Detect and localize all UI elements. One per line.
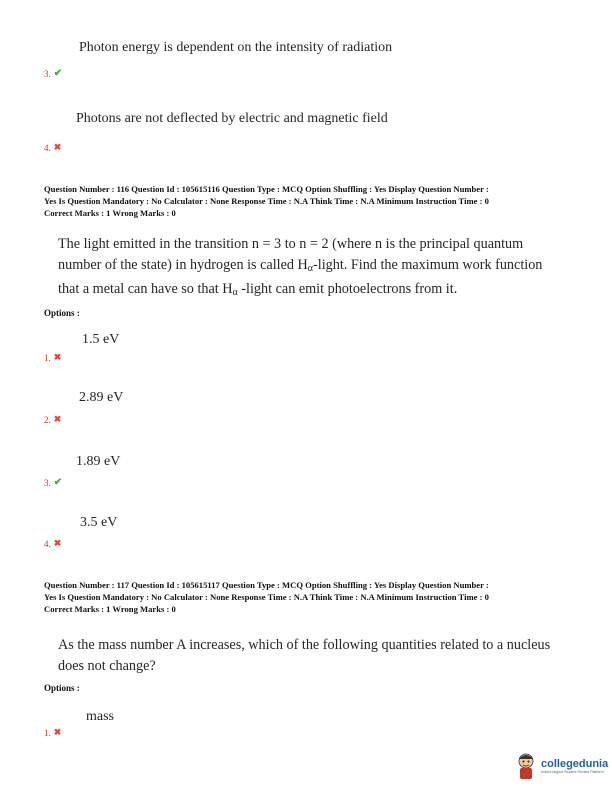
option-text: Photon energy is dependent on the intensity of radiation (79, 40, 393, 55)
option-text: mass (86, 709, 114, 724)
option-number (44, 727, 61, 738)
meta-line: Correct Marks : 1 Wrong Marks : 0 (44, 208, 176, 218)
question-text: As the mass number A increases, which of the following quantities related to a nucleus does not change? (58, 637, 551, 674)
meta-line: Question Number : 117 Question Id : 105615117 Question Type : MCQ Option Shuffling : Yes Display Question Number : (44, 580, 489, 590)
option-number (44, 68, 62, 79)
options-label: Options : (44, 308, 80, 318)
cross-icon: ✖ (53, 538, 62, 548)
question-text-part: -light. Find the maximum work function that a metal can have so that H (58, 257, 543, 297)
option-number (44, 477, 62, 488)
option-number-label: 3. (44, 68, 51, 79)
option-text: 2.89 eV (79, 390, 124, 405)
option-number-label: 4. (44, 142, 51, 153)
meta-line: Yes Is Question Mandatory : No Calculator : None Response Time : N.A Think Time : N.A Minimum Instruction Time : 0 (44, 196, 489, 206)
check-icon: ✔ (53, 68, 63, 79)
question-text-part: -light can emit photoelectrons from it. (237, 281, 458, 297)
option-text: 3.5 eV (80, 515, 118, 530)
question-meta (44, 183, 574, 219)
option-text: 1.5 eV (82, 332, 120, 347)
option-number (44, 352, 61, 363)
logo-name: collegedunia (541, 757, 609, 770)
meta-line: Yes Is Question Mandatory : No Calculator : None Response Time : N.A Think Time : N.A Minimum Instruction Time : 0 (44, 592, 489, 602)
question-text (58, 234, 558, 303)
logo-tagline: India's largest Student Review Platform (541, 769, 604, 774)
option-number (44, 414, 61, 425)
question-text-part: The light emitted in the transition n = 3 to n = 2 (where n is the principal quantum number of the state) in hydrogen is called H (58, 236, 524, 273)
meta-line: Correct Marks : 1 Wrong Marks : 0 (44, 604, 176, 614)
cross-icon: ✖ (53, 142, 62, 152)
check-icon: ✔ (53, 477, 63, 488)
option-number-label: 1. (44, 352, 51, 363)
option-number-label: 3. (44, 477, 51, 488)
option-number (44, 142, 61, 153)
cross-icon: ✖ (53, 352, 62, 362)
option-number-label: 2. (44, 414, 51, 425)
option-text: 1.89 eV (76, 454, 121, 469)
option-number (44, 538, 61, 549)
mascot-icon (515, 752, 537, 780)
options-label: Options : (44, 683, 80, 693)
alpha-subscript: α (232, 287, 238, 298)
cross-icon: ✖ (53, 414, 62, 424)
alpha-subscript: α (307, 263, 314, 274)
question-meta (44, 579, 574, 615)
meta-line: Question Number : 116 Question Id : 105615116 Question Type : MCQ Option Shuffling : Yes Display Question Number : (44, 184, 489, 194)
cross-icon: ✖ (53, 727, 62, 737)
option-number-label: 4. (44, 538, 51, 549)
option-number-label: 1. (44, 727, 51, 738)
option-text: Photons are not deflected by electric and magnetic field (76, 111, 388, 126)
collegedunia-logo (515, 752, 608, 780)
